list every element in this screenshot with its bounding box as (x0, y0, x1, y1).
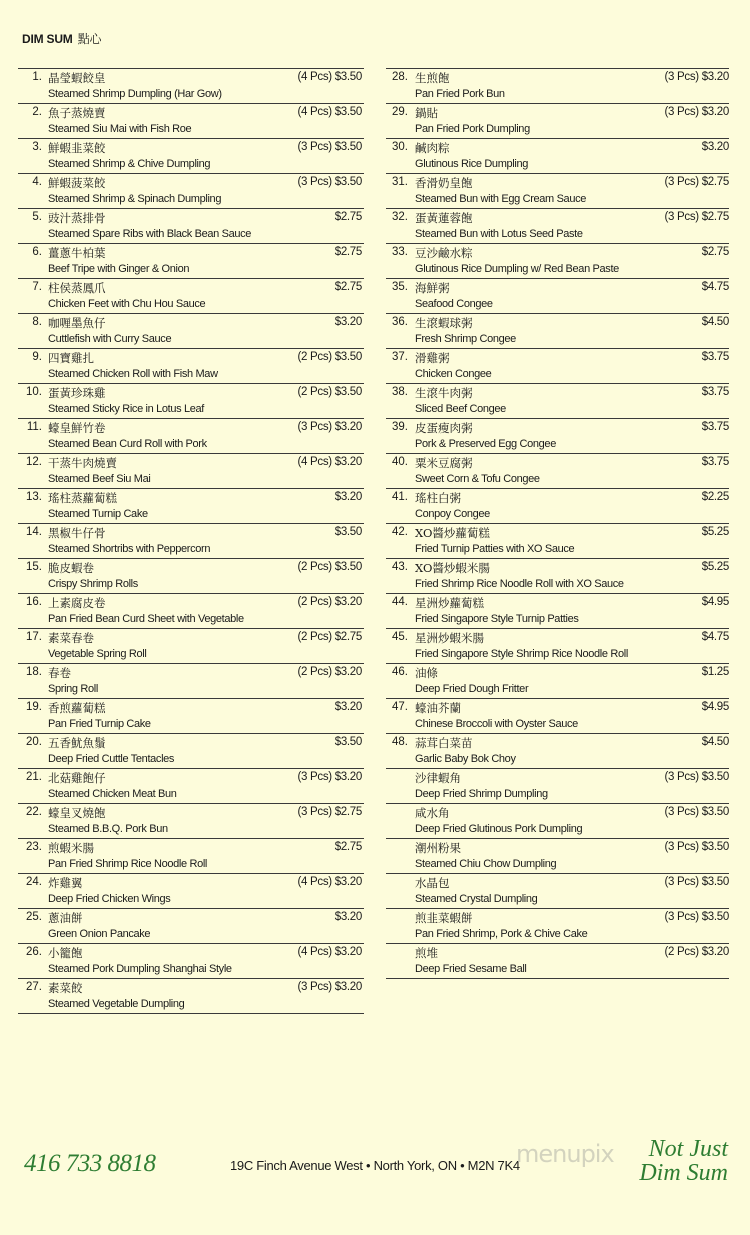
item-name-zh: 咖喱墨魚仔 (48, 316, 106, 330)
item-price: $4.95 (701, 701, 729, 713)
menu-item (386, 873, 729, 908)
menu-item (18, 663, 364, 698)
item-number: 20. (26, 736, 42, 748)
item-number: 8. (32, 316, 42, 328)
item-name-en: Steamed Bun with Lotus Seed Paste (415, 228, 583, 240)
item-number: 1. (32, 71, 42, 83)
item-number: 35. (392, 281, 408, 293)
item-number: 44. (392, 596, 408, 608)
item-name-en: Deep Fried Glutinous Pork Dumpling (415, 823, 583, 835)
item-name-en: Beef Tripe with Ginger & Onion (48, 263, 190, 275)
item-number: 47. (392, 701, 408, 713)
item-number: 37. (392, 351, 408, 363)
menu-item (18, 978, 364, 1014)
menu-item (18, 103, 364, 138)
item-number: 39. (392, 421, 408, 433)
item-name-zh: 四寶雞扎 (48, 351, 94, 365)
item-name-en: Fried Singapore Style Turnip Patties (415, 613, 579, 625)
item-number: 6. (32, 246, 42, 258)
item-number: 3. (32, 141, 42, 153)
logo-line-2: Dim Sum (639, 1160, 728, 1186)
item-name-en: Deep Fried Chicken Wings (48, 893, 171, 905)
item-price: $3.75 (701, 456, 729, 468)
menu-column-right (386, 68, 729, 979)
item-price: $4.75 (701, 281, 729, 293)
item-name-en: Deep Fried Shrimp Dumpling (415, 788, 548, 800)
item-name-zh: 煎堆 (415, 946, 438, 960)
item-price: $3.20 (701, 141, 729, 153)
item-number: 41. (392, 491, 408, 503)
item-number: 32. (392, 211, 408, 223)
item-price: (2 Pcs) $3.20 (297, 596, 362, 608)
menu-item (386, 768, 729, 803)
item-number: 13. (26, 491, 42, 503)
item-price: (4 Pcs) $3.20 (297, 456, 362, 468)
menu-item (386, 943, 729, 979)
item-name-zh: 煎蝦米腸 (48, 841, 94, 855)
item-name-zh: 香滑奶皇飽 (415, 176, 473, 190)
menu-item (386, 138, 729, 173)
menu-item (18, 943, 364, 978)
item-number: 4. (32, 176, 42, 188)
menu-item (18, 873, 364, 908)
menu-item (18, 523, 364, 558)
item-name-en: Seafood Congee (415, 298, 493, 310)
item-number: 29. (392, 106, 408, 118)
item-name-en: Steamed Shrimp & Chive Dumpling (48, 158, 211, 170)
item-number: 30. (392, 141, 408, 153)
item-name-zh: 滑雞粥 (415, 351, 450, 365)
item-price: $3.75 (701, 351, 729, 363)
item-price: (4 Pcs) $3.50 (297, 71, 362, 83)
item-price: $2.75 (334, 246, 362, 258)
item-number: 5. (32, 211, 42, 223)
item-price: $5.25 (701, 561, 729, 573)
item-number: 10. (26, 386, 42, 398)
item-name-zh: 干蒸牛肉燒賣 (48, 456, 117, 470)
menu-item (386, 383, 729, 418)
item-price: $3.20 (334, 491, 362, 503)
item-name-en: Steamed Bean Curd Roll with Pork (48, 438, 207, 450)
item-number: 25. (26, 911, 42, 923)
item-name-en: Garlic Baby Bok Choy (415, 753, 516, 765)
item-name-en: Glutinous Rice Dumpling (415, 158, 529, 170)
item-name-en: Steamed Shrimp Dumpling (Har Gow) (48, 88, 222, 100)
item-price: $4.95 (701, 596, 729, 608)
item-name-en: Conpoy Congee (415, 508, 490, 520)
menu-item (386, 278, 729, 313)
item-name-zh: XO醬炒蘿蔔糕 (415, 526, 490, 540)
item-price: (2 Pcs) $3.20 (664, 946, 729, 958)
item-name-zh: 瑤柱蒸蘿蔔糕 (48, 491, 117, 505)
item-number: 19. (26, 701, 42, 713)
item-number: 17. (26, 631, 42, 643)
item-number: 21. (26, 771, 42, 783)
item-name-zh: 脆皮蝦卷 (48, 561, 94, 575)
item-price: $2.75 (701, 246, 729, 258)
item-name-zh: 粟米豆腐粥 (415, 456, 473, 470)
item-name-zh: 潮州粉果 (415, 841, 461, 855)
logo-line-1: Not Just (648, 1136, 728, 1162)
item-name-zh: XO醬炒蝦米腸 (415, 561, 490, 575)
item-name-en: Steamed Bun with Egg Cream Sauce (415, 193, 587, 205)
menu-item (386, 68, 729, 103)
menupix-watermark: menupix (516, 1140, 614, 1168)
item-price: $3.20 (334, 701, 362, 713)
item-number: 15. (26, 561, 42, 573)
item-number: 11. (26, 421, 42, 433)
item-name-zh: 鹹肉粽 (415, 141, 450, 155)
menu-item (18, 173, 364, 208)
menu-item (18, 698, 364, 733)
item-price: $5.25 (701, 526, 729, 538)
item-name-zh: 生滾牛肉粥 (415, 386, 473, 400)
item-name-zh: 油條 (415, 666, 438, 680)
item-name-en: Crispy Shrimp Rolls (48, 578, 138, 590)
item-name-en: Pan Fried Bean Curd Sheet with Vegetable (48, 613, 244, 625)
item-name-en: Pork & Preserved Egg Congee (415, 438, 556, 450)
item-number: 12. (26, 456, 42, 468)
item-number: 45. (392, 631, 408, 643)
menu-item (386, 103, 729, 138)
menu-item (18, 383, 364, 418)
item-name-zh: 沙律蝦角 (415, 771, 461, 785)
item-name-en: Steamed Sticky Rice in Lotus Leaf (48, 403, 204, 415)
menu-item (386, 628, 729, 663)
menu-item (18, 208, 364, 243)
menu-item (18, 733, 364, 768)
item-name-zh: 北菇雞飽仔 (48, 771, 106, 785)
item-name-en: Pan Fried Shrimp Rice Noodle Roll (48, 858, 208, 870)
item-number: 33. (392, 246, 408, 258)
item-name-en: Steamed Spare Ribs with Black Bean Sauce (48, 228, 252, 240)
menu-item (386, 663, 729, 698)
item-price: $3.75 (701, 421, 729, 433)
item-price: (3 Pcs) $3.50 (297, 176, 362, 188)
item-name-en: Pan Fried Pork Bun (415, 88, 505, 100)
menu-item (18, 418, 364, 453)
item-number: 26. (26, 946, 42, 958)
item-name-zh: 星洲炒蝦米腸 (415, 631, 484, 645)
item-number: 22. (26, 806, 42, 818)
item-number: 27. (26, 981, 42, 993)
item-name-zh: 魚子蒸燒賣 (48, 106, 106, 120)
item-name-zh: 蠔油芥蘭 (415, 701, 461, 715)
item-name-zh: 鮮蝦菠菜餃 (48, 176, 106, 190)
item-price: $2.25 (701, 491, 729, 503)
item-name-zh: 炸雞翼 (48, 876, 83, 890)
item-name-zh: 黑椒牛仔骨 (48, 526, 106, 540)
item-number: 14. (26, 526, 42, 538)
item-name-zh: 煎韭菜蝦餅 (415, 911, 473, 925)
menu-item (386, 348, 729, 383)
item-name-zh: 香煎蘿蔔糕 (48, 701, 106, 715)
menu-item (386, 838, 729, 873)
item-price: (3 Pcs) $3.50 (664, 911, 729, 923)
item-name-zh: 皮蛋瘦肉粥 (415, 421, 473, 435)
item-number: 16. (26, 596, 42, 608)
item-name-en: Steamed Vegetable Dumpling (48, 998, 185, 1010)
menu-item (386, 593, 729, 628)
item-price: (4 Pcs) $3.50 (297, 106, 362, 118)
menu-item (18, 313, 364, 348)
item-price: $2.75 (334, 841, 362, 853)
item-name-en: Fried Turnip Patties with XO Sauce (415, 543, 575, 555)
item-name-en: Steamed Pork Dumpling Shanghai Style (48, 963, 232, 975)
item-name-en: Steamed Chicken Meat Bun (48, 788, 177, 800)
menu-column-left (18, 68, 364, 1014)
item-price: (2 Pcs) $3.50 (297, 561, 362, 573)
item-number: 9. (32, 351, 42, 363)
item-name-en: Fried Shrimp Rice Noodle Roll with XO Sauce (415, 578, 624, 590)
item-name-zh: 小籠飽 (48, 946, 83, 960)
item-name-zh: 蠔皇鮮竹卷 (48, 421, 106, 435)
item-name-en: Fresh Shrimp Congee (415, 333, 516, 345)
menu-item (18, 488, 364, 523)
item-number: 7. (32, 281, 42, 293)
item-name-en: Cuttlefish with Curry Sauce (48, 333, 172, 345)
item-price: (2 Pcs) $3.50 (297, 351, 362, 363)
item-name-zh: 海鮮粥 (415, 281, 450, 295)
item-name-en: Deep Fried Cuttle Tentacles (48, 753, 175, 765)
item-name-zh: 薑蔥牛柏葉 (48, 246, 106, 260)
menu-item (18, 278, 364, 313)
item-number: 18. (26, 666, 42, 678)
item-price: (3 Pcs) $2.75 (664, 176, 729, 188)
item-name-zh: 上素腐皮卷 (48, 596, 106, 610)
item-price: $3.50 (334, 526, 362, 538)
item-name-zh: 生滾蝦球粥 (415, 316, 473, 330)
item-name-zh: 素菜春卷 (48, 631, 94, 645)
item-name-en: Sliced Beef Congee (415, 403, 506, 415)
item-price: (3 Pcs) $3.50 (664, 841, 729, 853)
item-price: (3 Pcs) $2.75 (664, 211, 729, 223)
item-name-zh: 星洲炒蘿蔔糕 (415, 596, 484, 610)
item-name-zh: 蛋黃蓮蓉飽 (415, 211, 473, 225)
item-price: (3 Pcs) $3.20 (297, 421, 362, 433)
menu-item (386, 733, 729, 768)
menu-item (18, 138, 364, 173)
item-number: 31. (392, 176, 408, 188)
item-price: $3.75 (701, 386, 729, 398)
item-price: (2 Pcs) $2.75 (297, 631, 362, 643)
item-name-en: Spring Roll (48, 683, 98, 695)
item-price: $2.75 (334, 281, 362, 293)
menu-item (18, 558, 364, 593)
item-price: (2 Pcs) $3.50 (297, 386, 362, 398)
item-price: $3.50 (334, 736, 362, 748)
item-price: $1.25 (701, 666, 729, 678)
item-price: (4 Pcs) $3.20 (297, 946, 362, 958)
item-name-en: Steamed Shrimp & Spinach Dumpling (48, 193, 222, 205)
item-name-en: Pan Fried Pork Dumpling (415, 123, 530, 135)
menu-item (386, 243, 729, 278)
menu-item (386, 558, 729, 593)
item-name-zh: 水晶包 (415, 876, 450, 890)
item-number: 40. (392, 456, 408, 468)
item-name-en: Deep Fried Dough Fritter (415, 683, 529, 695)
item-price: (3 Pcs) $3.20 (664, 106, 729, 118)
menu-item (386, 908, 729, 943)
item-price: (3 Pcs) $3.50 (664, 876, 729, 888)
item-name-zh: 瑤柱白粥 (415, 491, 461, 505)
item-price: $4.75 (701, 631, 729, 643)
menu-item (18, 68, 364, 103)
item-number: 23. (26, 841, 42, 853)
item-name-zh: 豉汁蒸排骨 (48, 211, 106, 225)
menu-item (386, 803, 729, 838)
item-number: 42. (392, 526, 408, 538)
item-name-zh: 晶瑩蝦餃皇 (48, 71, 106, 85)
item-number: 2. (32, 106, 42, 118)
item-price: $3.20 (334, 316, 362, 328)
item-name-en: Pan Fried Turnip Cake (48, 718, 151, 730)
item-name-en: Steamed Chicken Roll with Fish Maw (48, 368, 218, 380)
item-name-en: Steamed Siu Mai with Fish Roe (48, 123, 192, 135)
item-number: 36. (392, 316, 408, 328)
item-name-en: Chicken Congee (415, 368, 492, 380)
item-number: 28. (392, 71, 408, 83)
item-name-zh: 春卷 (48, 666, 71, 680)
item-name-en: Sweet Corn & Tofu Congee (415, 473, 540, 485)
restaurant-logo (600, 1137, 728, 1185)
menu-item (18, 453, 364, 488)
item-name-en: Steamed Crystal Dumpling (415, 893, 538, 905)
menu-item (18, 838, 364, 873)
item-name-zh: 蔥油餅 (48, 911, 83, 925)
item-name-en: Steamed Shortribs with Peppercorn (48, 543, 211, 555)
item-name-en: Steamed B.B.Q. Pork Bun (48, 823, 168, 835)
item-name-zh: 蒜茸白菜苗 (415, 736, 473, 750)
item-price: $3.20 (334, 911, 362, 923)
item-name-zh: 鮮蝦韭菜餃 (48, 141, 106, 155)
menu-item (386, 313, 729, 348)
menu-item (18, 243, 364, 278)
item-name-zh: 蛋黃珍珠雞 (48, 386, 106, 400)
restaurant-address: 19C Finch Avenue West • North York, ON • M2N 7K4 (230, 1158, 520, 1173)
item-number: 24. (26, 876, 42, 888)
menu-item (18, 768, 364, 803)
item-name-zh: 鍋貼 (415, 106, 438, 120)
item-name-en: Green Onion Pancake (48, 928, 151, 940)
menu-item (386, 208, 729, 243)
item-price: (3 Pcs) $3.20 (664, 71, 729, 83)
item-name-zh: 蠔皇叉燒飽 (48, 806, 106, 820)
menu-item (18, 348, 364, 383)
item-name-en: Chicken Feet with Chu Hou Sauce (48, 298, 206, 310)
item-name-en: Pan Fried Shrimp, Pork & Chive Cake (415, 928, 588, 940)
item-name-en: Glutinous Rice Dumpling w/ Red Bean Paste (415, 263, 619, 275)
item-name-en: Vegetable Spring Roll (48, 648, 147, 660)
item-name-zh: 生煎飽 (415, 71, 450, 85)
item-price: $4.50 (701, 736, 729, 748)
item-price: (3 Pcs) $2.75 (297, 806, 362, 818)
item-price: $2.75 (334, 211, 362, 223)
item-number: 43. (392, 561, 408, 573)
section-title-en: DIM SUM (22, 32, 73, 46)
section-title-zh: 點心 (77, 32, 102, 46)
menu-item (18, 628, 364, 663)
item-price: $4.50 (701, 316, 729, 328)
item-name-en: Steamed Turnip Cake (48, 508, 148, 520)
item-price: (3 Pcs) $3.50 (664, 806, 729, 818)
item-name-en: Deep Fried Sesame Ball (415, 963, 527, 975)
menu-item (386, 523, 729, 558)
item-price: (3 Pcs) $3.50 (297, 141, 362, 153)
item-number: 46. (392, 666, 408, 678)
menu-item (18, 908, 364, 943)
menu-item (386, 488, 729, 523)
menu-section-title (22, 30, 101, 47)
item-name-zh: 柱侯蒸鳳爪 (48, 281, 106, 295)
item-name-zh: 豆沙鹼水粽 (415, 246, 473, 260)
menu-item (386, 698, 729, 733)
menu-item (386, 173, 729, 208)
item-name-en: Steamed Beef Siu Mai (48, 473, 151, 485)
item-number: 48. (392, 736, 408, 748)
item-price: (3 Pcs) $3.50 (664, 771, 729, 783)
item-name-en: Chinese Broccoli with Oyster Sauce (415, 718, 578, 730)
item-name-en: Steamed Chiu Chow Dumpling (415, 858, 557, 870)
item-price: (2 Pcs) $3.20 (297, 666, 362, 678)
menu-item (18, 593, 364, 628)
item-name-zh: 素菜餃 (48, 981, 83, 995)
item-price: (3 Pcs) $3.20 (297, 771, 362, 783)
item-number: 38. (392, 386, 408, 398)
phone-number: 416 733 8818 (24, 1150, 156, 1177)
item-name-zh: 五香魷魚鬚 (48, 736, 106, 750)
item-name-en: Fried Singapore Style Shrimp Rice Noodle Roll (415, 648, 628, 660)
item-name-zh: 咸水角 (415, 806, 450, 820)
menu-item (386, 418, 729, 453)
menu-item (18, 803, 364, 838)
item-price: (4 Pcs) $3.20 (297, 876, 362, 888)
menu-item (386, 453, 729, 488)
item-price: (3 Pcs) $3.20 (297, 981, 362, 993)
